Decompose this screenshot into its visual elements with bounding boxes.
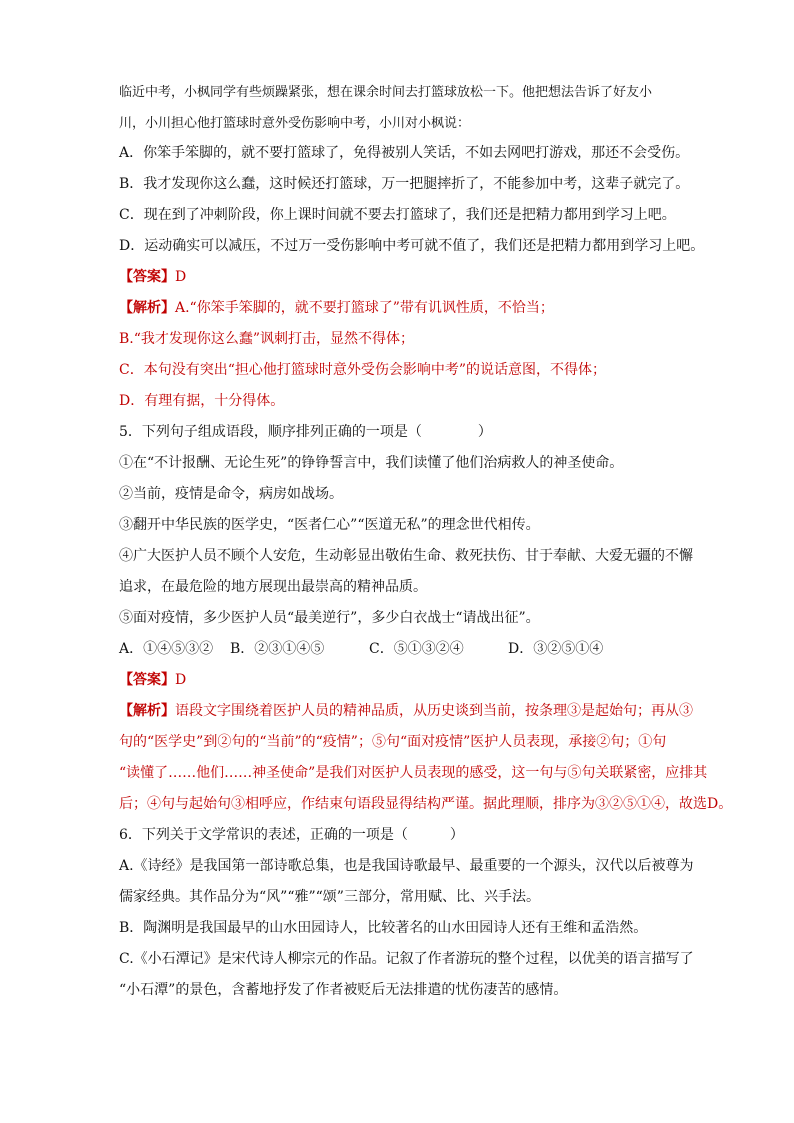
analysis-label: 【解析】 <box>119 300 175 316</box>
q5-analysis-line-4: 后；④句与起始句③相呼应，作结束句语段显得结构严谨。据此理顺，排序为③②⑤①④，故选D。 <box>119 796 733 812</box>
answer-label: 【答案】 <box>119 269 175 285</box>
answer-value: D <box>175 672 187 688</box>
q5-sentence-1: ①在“不计报酬、无论生死”的铮铮誓言中，我们读懂了他们治病救人的神圣使命。 <box>119 455 624 471</box>
q5-option-c: C．⑤①③②④ <box>369 641 464 657</box>
q4-analysis-c: C．本句没有突出“担心他打篮球时意外受伤会影响中考”的说话意图，不得体； <box>119 362 607 378</box>
q5-sentence-5: ⑤面对疫情，多少医护人员“最美逆行”，多少白衣战士“请战出征”。 <box>119 610 540 626</box>
q6-option-c-line-1: C.《小石潭记》是宋代诗人柳宗元的作品。记叙了作者游玩的整个过程，以优美的语言描写了 <box>119 951 694 967</box>
answer-value: D <box>175 269 187 285</box>
q5-analysis-line-1 <box>119 696 699 727</box>
q4-option-b: B．我才发现你这么蠢，这时候还打篮球，万一把腿摔折了，不能参加中考，这辈子就完了。 <box>119 176 690 192</box>
q5-sentence-3: ③翻开中华民族的医学史，“医者仁心”“医道无私”的理念世代相传。 <box>119 517 540 533</box>
q6-option-a-line-1: A.《诗经》是我国第一部诗歌总集，也是我国诗歌最早、最重要的一个源头，汉代以后被尊为 <box>119 858 694 874</box>
q5-analysis-line-3: “读懂了……他们……神圣使命”是我们对医护人员表现的感受，这一句与⑤句关联紧密，应排其 <box>119 765 708 781</box>
q4-stem-line-1: 临近中考，小枫同学有些烦躁紧张，想在课余时间去打篮球放松一下。他把想法告诉了好友小 <box>119 85 653 100</box>
q4-option-d: D．运动确实可以减压，不过万一受伤影响中考可就不值了，我们还是把精力都用到学习上吧。 <box>119 238 705 254</box>
q4-analysis-a <box>119 293 699 324</box>
q5-answer <box>119 665 699 696</box>
q6-option-a-line-2: 儒家经典。其作品分为“风”“雅”“颂”三部分，常用赋、比、兴手法。 <box>119 889 540 905</box>
q4-analysis-b: B.“我才发现你这么蠢”讽刺打击，显然不得体； <box>119 331 415 347</box>
q5-analysis-line-2: 句的“医学史”到②句的“当前”的“疫情”；⑤句“面对疫情”医护人员表现，承接②句；①句 <box>119 734 667 750</box>
analysis-label: 【解析】 <box>119 703 175 719</box>
analysis-text: 语段文字围绕着医护人员的精神品质，从历史谈到当前，按条理③是起始句；再从③ <box>175 703 693 719</box>
q6-option-b: B．陶渊明是我国最早的山水田园诗人，比较著名的山水田园诗人还有王维和孟浩然。 <box>119 920 648 936</box>
q5-sentence-4-line-1: ④广大医护人员不顾个人安危，生动彰显出敬佑生命、救死扶伤、甘于奉献、大爱无疆的不懈 <box>119 548 693 564</box>
analysis-text: A.“你笨手笨脚的，就不要打篮球了”带有讥讽性质，不恰当； <box>175 300 554 316</box>
q4-analysis-d: D．有理有据，十分得体。 <box>119 393 285 409</box>
answer-label: 【答案】 <box>119 672 175 688</box>
q5-option-b: B．②③①④⑤ <box>230 641 325 657</box>
q6-stem: 6．下列关于文学常识的表述，正确的一项是（ ） <box>119 827 464 843</box>
q5-stem: 5．下列句子组成语段，顺序排列正确的一项是（ ） <box>119 424 492 440</box>
q4-option-c: C．现在到了冲刺阶段，你上课时间就不要去打篮球了，我们还是把精力都用到学习上吧。 <box>119 207 676 223</box>
q5-option-a: A．①④⑤③② <box>119 641 214 657</box>
q5-option-d: D．③②⑤①④ <box>508 641 604 657</box>
q5-options <box>119 634 699 665</box>
q4-stem-line-2: 川，小川担心他打篮球时意外受伤影响中考，小川对小枫说： <box>119 116 471 131</box>
q4-answer <box>119 262 699 293</box>
q6-option-c-line-2: “小石潭”的景色，含蓄地抒发了作者被贬后无法排遣的忧伤凄苦的感情。 <box>119 982 568 998</box>
q5-sentence-2: ②当前，疫情是命令，病房如战场。 <box>119 486 343 502</box>
q5-sentence-4-line-2: 追求，在最危险的地方展现出最崇高的精神品质。 <box>119 579 427 595</box>
q4-option-a: A．你笨手笨脚的，就不要打篮球了，免得被别人笑话，不如去网吧打游戏，那还不会受伤。 <box>119 145 690 161</box>
